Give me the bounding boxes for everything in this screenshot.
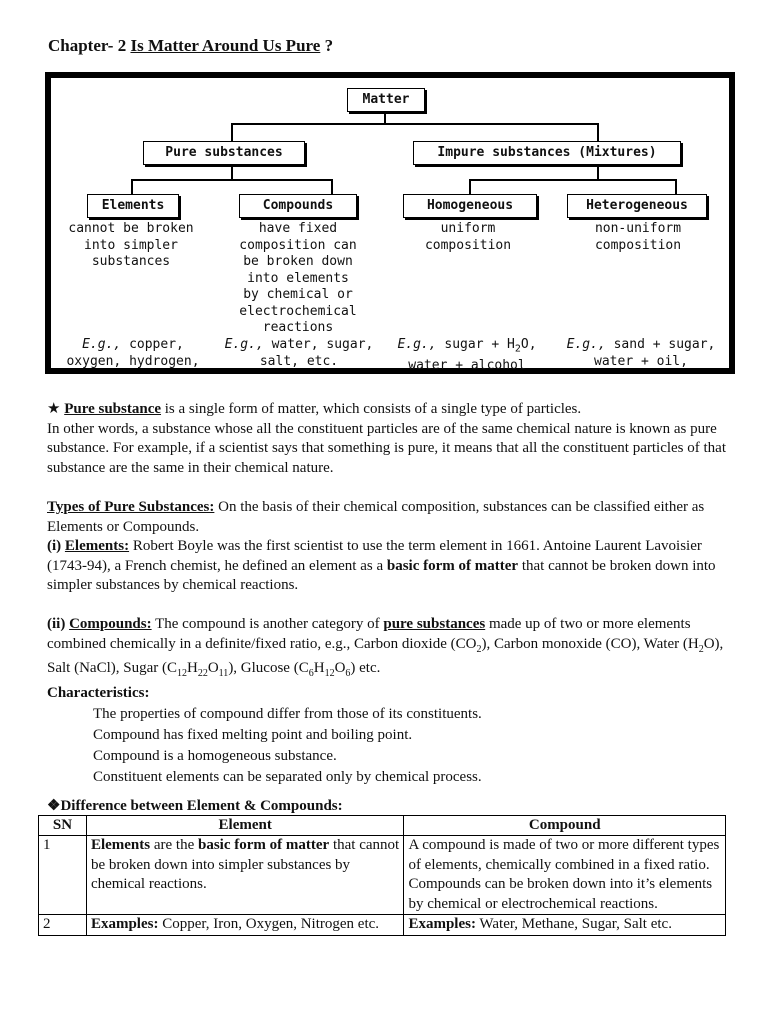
compounds-text-9: O	[334, 660, 346, 677]
pure-substance-line2: In other words, a substance whose all the constituent particles are of the same chemical nature is known as pure substance. For example, if a scientist says that something is pure, it means that all the constituent particles of that substance are the same in their chemical nature.	[47, 420, 727, 476]
compounds-text-3: ), Carbon monoxide (CO), Water (H	[481, 635, 699, 652]
pure-substance-line1: is a single form of matter, which consists of a single type of particles.	[161, 401, 582, 417]
elements-description: cannot be broken into simpler substances	[68, 221, 194, 269]
types-text: On the basis of their chemical composition, substances can be classified either as Elements or Compounds.	[47, 499, 705, 535]
heterogeneous-examples	[557, 337, 725, 370]
elements-paragraph	[47, 537, 737, 596]
types-heading: Types of Pure Substances:	[47, 499, 215, 515]
element-bold: Elements	[90, 837, 151, 853]
types-paragraph	[47, 498, 737, 596]
element-text-1: are the	[150, 837, 198, 853]
connector-impure-up	[597, 123, 599, 141]
row-compound-cell: A compound is made of two or more different types of elements, chemically combined in a fixed ratio. Compounds can be broken down into it’s elements by chemical or electrochemical reactions.	[404, 836, 726, 915]
heterogeneous-examples-text: sand + sugar, water + oil,	[594, 337, 716, 369]
connector-elements-up	[131, 179, 133, 194]
elements-examples	[51, 337, 215, 370]
page-title	[48, 36, 333, 56]
eg-label: E.g.,	[566, 337, 606, 352]
c6-subscript: 6	[308, 668, 314, 680]
compounds-text-8: H	[313, 660, 325, 677]
elements-examples-text: copper, oxygen, hydrogen,	[66, 337, 200, 369]
difference-heading: ❖Difference between Element & Compounds:	[47, 798, 343, 814]
compounds-text-1: The compound is another category of	[151, 616, 384, 632]
connector-pure-up	[231, 123, 233, 141]
node-pure-substances: Pure substances	[143, 141, 305, 165]
homogeneous-examples-text-a: sugar + H	[436, 337, 515, 352]
elements-heading: Elements:	[64, 538, 130, 555]
characteristic-item: Constituent elements can be separated only by chemical process.	[93, 769, 482, 786]
compounds-text-6: O	[207, 660, 219, 677]
connector-impure-down	[597, 166, 599, 180]
row-compound-cell	[404, 915, 726, 936]
h22-subscript: 22	[197, 668, 208, 680]
connector-pure-bar	[131, 179, 333, 181]
element-text-2: that cannot be broken down into simpler substances by chemical reactions.	[90, 837, 400, 893]
characteristic-item: The properties of compound differ from those of its constituents.	[93, 706, 482, 723]
node-elements: Elements	[87, 194, 179, 218]
col-element-header: Element	[86, 816, 404, 836]
compound-examples-text: Water, Methane, Sugar, Salt etc.	[475, 916, 672, 933]
compounds-text-10: ) etc.	[350, 660, 381, 677]
compound-examples-label: Examples:	[408, 916, 476, 933]
homogeneous-examples-text-b: O, water + alcohol	[408, 337, 537, 374]
matter-classification-diagram	[45, 72, 735, 374]
h2o-subscript: 2	[698, 643, 704, 655]
h12-subscript: 12	[324, 668, 335, 680]
eg-label: E.g.,	[82, 337, 122, 352]
compounds-num: (ii)	[47, 616, 70, 632]
row-element-cell	[86, 836, 404, 915]
difference-table	[38, 815, 726, 936]
compounds-text-5: H	[186, 660, 198, 677]
node-compounds: Compounds	[239, 194, 357, 218]
element-examples-text: Copper, Iron, Oxygen, Nitrogen etc.	[158, 916, 380, 933]
title-suffix: ?	[320, 36, 334, 55]
heterogeneous-description: non-uniform composition	[594, 221, 682, 253]
row-sn: 1	[39, 836, 87, 915]
connector-pure-down	[231, 166, 233, 180]
star-icon: ★	[47, 401, 65, 417]
pure-substance-term: Pure substance	[64, 401, 162, 417]
compounds-bold: pure substances	[383, 616, 486, 632]
compounds-examples-text: water, sugar, salt, etc.	[259, 337, 374, 369]
node-homogeneous: Homogeneous	[403, 194, 537, 218]
elements-num: (i)	[47, 538, 65, 555]
homogeneous-description: uniform composition	[424, 221, 512, 253]
table-header-row	[39, 816, 726, 836]
eg-label: E.g.,	[397, 337, 437, 352]
connector-heterogeneous-up	[675, 179, 677, 194]
row-element-cell	[86, 915, 404, 936]
element-bold-2: basic form of matter	[198, 837, 330, 853]
compounds-paragraph	[47, 615, 737, 788]
row-sn: 2	[39, 915, 87, 936]
homogeneous-examples	[387, 337, 547, 375]
elements-text-2: that cannot be broken down into simpler substances by chemical reactions.	[47, 557, 716, 594]
characteristics-heading: Characteristics:	[47, 684, 150, 701]
c12-subscript: 12	[176, 668, 187, 680]
element-examples-label: Examples:	[90, 916, 159, 933]
elements-text-1: Robert Boyle was the first scientist to use the term element in 1661. Antoine Laurent Lavoisier (1743-94), a French chemist, he defined an element as a	[47, 538, 702, 574]
compounds-examples	[215, 337, 383, 370]
connector-homogeneous-up	[469, 179, 471, 194]
title-prefix: Chapter- 2	[48, 36, 131, 55]
title-main: Is Matter Around Us Pure	[130, 36, 321, 55]
h2o-subscript: 2	[514, 343, 521, 355]
table-row	[39, 915, 726, 936]
compounds-text-4: O), Salt (NaCl), Sugar (C	[47, 635, 724, 677]
node-heterogeneous: Heterogeneous	[567, 194, 707, 218]
table-row	[39, 836, 726, 915]
eg-label: E.g.,	[224, 337, 264, 352]
compounds-text-7: ), Glucose (C	[228, 660, 309, 677]
co2-subscript: 2	[476, 643, 482, 655]
node-impure-substances: Impure substances (Mixtures)	[413, 141, 681, 165]
characteristic-item: Compound is a homogeneous substance.	[93, 747, 337, 764]
connector-impure-bar	[469, 179, 677, 181]
elements-bold: basic form of matter	[386, 557, 519, 574]
characteristic-item: Compound has fixed melting point and boiling point.	[93, 726, 413, 743]
compounds-description: have fixed composition can be broken down into elements by chemical or electrochemical reactions	[239, 221, 357, 335]
o6-subscript: 6	[345, 668, 351, 680]
col-sn-header: SN	[39, 816, 87, 836]
connector-compounds-up	[331, 179, 333, 194]
connector-top-bar	[231, 123, 599, 125]
col-compound-header: Compound	[404, 816, 726, 836]
pure-substance-paragraph	[47, 400, 737, 478]
compounds-text-2: made up of two or more elements combined chemically in a definite/fixed ratio, e.g., Carbon dioxide (CO	[47, 616, 691, 652]
o11-subscript: 11	[218, 668, 229, 680]
node-matter: Matter	[347, 88, 425, 112]
compounds-heading: Compounds:	[69, 616, 152, 632]
